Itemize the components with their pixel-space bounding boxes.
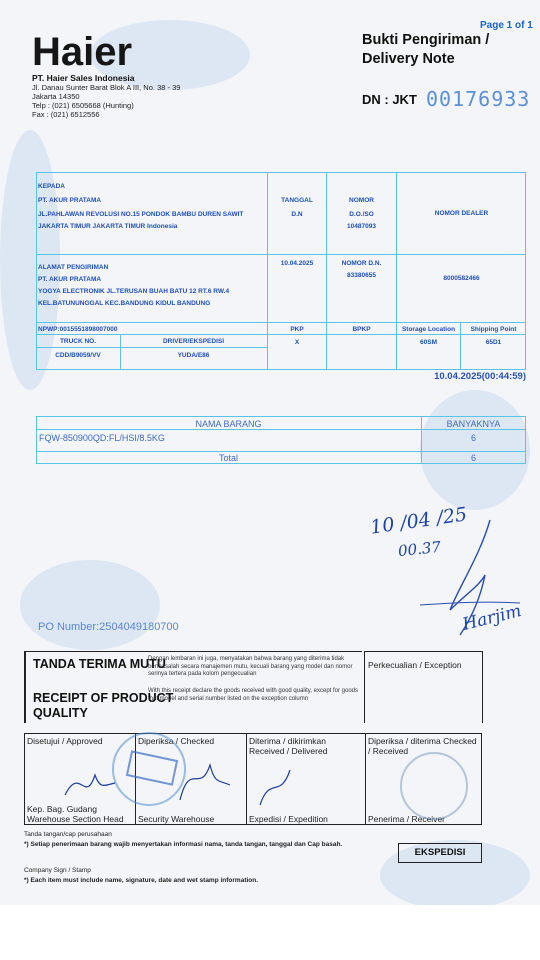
- company-fax: Fax : (021) 6512556: [32, 110, 100, 119]
- exception-label: Perkecualian / Exception: [368, 660, 462, 670]
- grid-line: [36, 322, 526, 323]
- divider: [364, 651, 365, 723]
- storage-label: Storage Location: [401, 326, 456, 333]
- npwp: NPWP:0015551898007000: [38, 326, 118, 333]
- bpkp-label: BPKP: [352, 326, 371, 333]
- recipient-name: PT. AKUR PRATAMA: [38, 197, 102, 204]
- company-block: [32, 73, 180, 119]
- company-phone: Telp : (021) 6505668 (Hunting): [32, 101, 134, 110]
- nomor-dn-value: 83380655: [347, 272, 376, 279]
- nomor-dn-block: [327, 259, 396, 280]
- footer-note-en: *) Each item must include name, signature, date and wet stamp information.: [24, 877, 259, 884]
- recipient-address-2: JAKARTA TIMUR JAKARTA TIMUR Indonesia: [38, 223, 178, 230]
- grid-line: [36, 451, 526, 452]
- dealer-value: 8000582466: [443, 275, 480, 282]
- company-name: PT. Haier Sales Indonesia: [32, 73, 135, 83]
- company-address-1: Jl. Danau Sunter Barat Blok A III, No. 38 - 39: [32, 83, 181, 92]
- divider: [365, 733, 366, 825]
- recipient-block: [38, 182, 266, 231]
- col-banyaknya: BANYAKNYA: [446, 419, 501, 429]
- grid-line: [36, 254, 526, 255]
- driver-value: YUDA/E86: [177, 352, 210, 359]
- shipping-block: [38, 263, 266, 308]
- col-nama-barang: NAMA BARANG: [195, 419, 262, 429]
- received-delivered-label: Diterima / dikirimkan Received / Delivered: [249, 736, 328, 756]
- truck-label: TRUCK NO.: [59, 338, 97, 345]
- shipping-date: 10.04.2025: [280, 260, 314, 267]
- handwritten-signature: Harjim: [460, 601, 524, 635]
- storage-value: 60SM: [420, 339, 437, 346]
- company-address-2: Jakarta 14350: [32, 92, 80, 101]
- total-value: 6: [470, 453, 476, 463]
- receiver-label: Penerima / Receiver: [368, 814, 446, 824]
- print-timestamp: 10.04.2025(00:44:59): [434, 371, 526, 382]
- shipping-name: PT. AKUR PRATAMA: [38, 276, 102, 283]
- page-indicator: Page 1 of 1: [480, 20, 533, 31]
- receipt-title-id: TANDA TERIMA MUTU: [33, 657, 166, 671]
- dealer-label: NOMOR DEALER: [434, 210, 489, 217]
- grid-line: [36, 334, 526, 335]
- footer-sign-en: Company Sign / Stamp: [24, 867, 91, 874]
- receiver-stamp: [400, 752, 468, 820]
- haier-logo: Haier: [32, 30, 133, 74]
- tanggal-header: [268, 196, 326, 219]
- nomor-dn-label: NOMOR D.N.: [341, 260, 382, 267]
- checked-received-label: Diperiksa / diterima Checked / Received: [368, 736, 477, 756]
- expedition-label: Expedisi / Expedition: [249, 814, 328, 824]
- kep-bag-gudang: Kep. Bag. Gudang: [27, 804, 97, 814]
- divider: [364, 651, 482, 652]
- dn-label: DN : JKT: [362, 92, 417, 107]
- nomor-header: [327, 196, 396, 231]
- scan-smudge: [20, 560, 160, 650]
- ekspedisi-box: EKSPEDISI: [398, 843, 482, 863]
- approved-label: Disetujui / Approved: [27, 736, 103, 746]
- driver-label: DRIVER/EKSPEDISI: [162, 338, 225, 345]
- pkp-label: PKP: [290, 326, 304, 333]
- item-qty: 6: [470, 433, 476, 443]
- handwritten-date: 10 /04 /25: [368, 503, 469, 539]
- po-number: PO Number:2504049180700: [38, 621, 179, 633]
- grid-line: [36, 429, 526, 430]
- approval-signatures: [60, 755, 300, 815]
- shipping-point-label: Shipping Point: [470, 326, 517, 333]
- dn-number: 00176933: [426, 87, 531, 111]
- grid-line: [36, 347, 267, 348]
- warehouse-section-head: Warehouse Section Head: [27, 814, 124, 824]
- receipt-text-id: Dengan lembaran ini juga, menyatakan bahwa barang yang diterima tidak bermasalah secara manajemen mutu, kecuali barang yang model dan nomor serinya tertera pada kolom pengecualian: [148, 656, 353, 677]
- total-label: Total: [218, 453, 238, 463]
- divider: [482, 651, 483, 723]
- shipping-point-value: 65D1: [485, 339, 502, 346]
- receipt-title-en-2: QUALITY: [33, 706, 88, 720]
- handwritten-time: 00.37: [397, 537, 442, 561]
- footer-sign-id: Tanda tangan/cap perusahaan: [24, 831, 112, 838]
- nomor-value: 10487093: [347, 223, 376, 230]
- checked-label: Diperiksa / Checked: [138, 736, 215, 746]
- title-line-2: Delivery Note: [362, 51, 455, 67]
- shipping-address-2: KEL.BATUNUNGGAL KEC.BANDUNG KIDUL BANDUNG: [38, 300, 211, 307]
- title-line-1: Bukti Pengiriman /: [362, 32, 490, 48]
- receipt-text-en: With this receipt declare the goods received with good quality, except for goods that model and serial number listed on the exception column: [148, 688, 359, 702]
- receipt-title-en-1: RECEIPT OF PRODUCT: [33, 691, 174, 705]
- kepada-label: KEPADA: [38, 183, 65, 190]
- recipient-address-1: JL.PAHLAWAN REVOLUSI NO.15 PONDOK BAMBU DUREN SAWIT: [38, 211, 244, 218]
- shipping-address-1: YOGYA ELECTRONIK JL.TERUSAN BUAH BATU 12 RT.6 RW.4: [38, 288, 230, 295]
- nomor-sub: D.O./SO: [349, 211, 374, 218]
- nomor-label: NOMOR: [349, 197, 374, 204]
- security-warehouse-label: Security Warehouse: [138, 814, 215, 824]
- footer-note-id: *) Setiap penerimaan barang wajib menyertakan informasi nama, tanda tangan, tanggal dan Cap basah.: [24, 841, 343, 848]
- shipping-label: ALAMAT PENGIRIMAN: [38, 264, 109, 271]
- item-name: FQW-850900QD:FL/HSI/8.5KG: [39, 433, 165, 443]
- truck-value: CDD/B9059/VV: [55, 352, 101, 359]
- tanggal-sub: D.N: [291, 211, 303, 218]
- document-title: [362, 31, 489, 69]
- tanggal-label: TANGGAL: [281, 197, 313, 204]
- pkp-value: X: [294, 339, 300, 346]
